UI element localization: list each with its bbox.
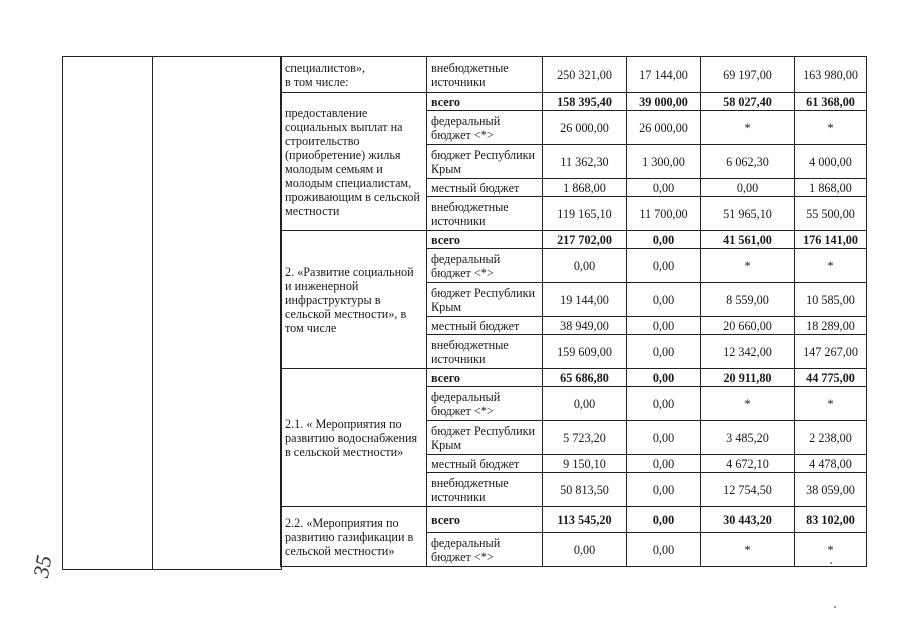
amount-cell: 61 368,00	[795, 93, 867, 111]
amount-cell: *	[701, 111, 795, 145]
amount-cell: *	[795, 387, 867, 421]
funding-source-cell: местный бюджет	[427, 455, 543, 473]
responsible-column	[152, 56, 282, 570]
amount-cell: 0,00	[627, 179, 701, 197]
amount-cell: 51 965,10	[701, 197, 795, 231]
amount-cell: 5 723,20	[543, 421, 627, 455]
page-number: 35	[28, 553, 57, 580]
amount-cell: *	[701, 387, 795, 421]
amount-cell: 4 000,00	[795, 145, 867, 179]
measure-name-cell: предоставление социальных выплат на строительство (приобретение) жилья молодым семьям и молодым специалистам, проживающим в сельской местности	[281, 93, 427, 231]
funding-source-cell: федеральный бюджет <*>	[427, 387, 543, 421]
amount-cell: 0,00	[627, 421, 701, 455]
amount-cell: 26 000,00	[627, 111, 701, 145]
table-row-total	[281, 369, 867, 387]
amount-cell: 0,00	[627, 455, 701, 473]
funding-source-cell: внебюджетные источники	[427, 197, 543, 231]
amount-cell: 163 980,00	[795, 57, 867, 93]
funding-source-cell: федеральный бюджет <*>	[427, 111, 543, 145]
amount-cell: 8 559,00	[701, 283, 795, 317]
amount-cell: 0,00	[701, 179, 795, 197]
budget-table	[280, 56, 867, 567]
amount-cell: 65 686,80	[543, 369, 627, 387]
amount-cell: 11 700,00	[627, 197, 701, 231]
amount-cell: 58 027,40	[701, 93, 795, 111]
amount-cell: *	[795, 111, 867, 145]
amount-cell: 41 561,00	[701, 231, 795, 249]
funding-source-cell: местный бюджет	[427, 179, 543, 197]
amount-cell: 113 545,20	[543, 507, 627, 533]
amount-cell: 2 238,00	[795, 421, 867, 455]
amount-cell: 0,00	[627, 335, 701, 369]
amount-cell: 0,00	[627, 533, 701, 567]
amount-cell: 44 775,00	[795, 369, 867, 387]
amount-cell: 147 267,00	[795, 335, 867, 369]
measure-name-cell: 2. «Развитие социальной и инженерной инфраструктуры в сельской местности», в том числе	[281, 231, 427, 369]
amount-cell: 159 609,00	[543, 335, 627, 369]
measure-name-cell: 2.2. «Мероприятия по развитию газификации в сельской местности»	[281, 507, 427, 567]
funding-source-cell: федеральный бюджет <*>	[427, 533, 543, 567]
amount-cell: 9 150,10	[543, 455, 627, 473]
amount-cell: 3 485,20	[701, 421, 795, 455]
amount-cell: 12 754,50	[701, 473, 795, 507]
amount-cell: 55 500,00	[795, 197, 867, 231]
funding-source-cell: внебюджетные источники	[427, 473, 543, 507]
funding-source-cell: внебюджетные источники	[427, 57, 543, 93]
amount-cell: 1 300,00	[627, 145, 701, 179]
amount-cell: 0,00	[627, 317, 701, 335]
left-empty-column	[62, 56, 154, 570]
measure-name-cell: 2.1. « Мероприятия по развитию водоснабжения в сельской местности»	[281, 369, 427, 507]
funding-source-cell: всего	[427, 231, 543, 249]
amount-cell: 17 144,00	[627, 57, 701, 93]
amount-cell: 18 289,00	[795, 317, 867, 335]
amount-cell: 0,00	[543, 387, 627, 421]
amount-cell: 12 342,00	[701, 335, 795, 369]
funding-source-cell: всего	[427, 369, 543, 387]
amount-cell: 69 197,00	[701, 57, 795, 93]
amount-cell: 0,00	[543, 249, 627, 283]
funding-source-cell: всего	[427, 507, 543, 533]
amount-cell: 26 000,00	[543, 111, 627, 145]
measure-name-cell: специалистов», в том числе:	[281, 57, 427, 93]
amount-cell: 19 144,00	[543, 283, 627, 317]
amount-cell: 119 165,10	[543, 197, 627, 231]
amount-cell: 0,00	[627, 283, 701, 317]
amount-cell: 158 395,40	[543, 93, 627, 111]
amount-cell: 176 141,00	[795, 231, 867, 249]
amount-cell: 39 000,00	[627, 93, 701, 111]
scan-speck	[830, 562, 832, 564]
amount-cell: 20 660,00	[701, 317, 795, 335]
amount-cell: *	[795, 249, 867, 283]
funding-source-cell: всего	[427, 93, 543, 111]
funding-source-cell: бюджет Республики Крым	[427, 283, 543, 317]
amount-cell: 83 102,00	[795, 507, 867, 533]
funding-source-cell: бюджет Республики Крым	[427, 145, 543, 179]
funding-source-cell: бюджет Республики Крым	[427, 421, 543, 455]
amount-cell: 38 059,00	[795, 473, 867, 507]
amount-cell: 0,00	[627, 473, 701, 507]
amount-cell: 0,00	[627, 507, 701, 533]
table-row-total	[281, 93, 867, 111]
amount-cell: 250 321,00	[543, 57, 627, 93]
funding-source-cell: внебюджетные источники	[427, 335, 543, 369]
amount-cell: *	[701, 533, 795, 567]
amount-cell: 11 362,30	[543, 145, 627, 179]
amount-cell: *	[701, 249, 795, 283]
amount-cell: 0,00	[627, 369, 701, 387]
scan-speck	[834, 606, 836, 608]
table-row	[281, 57, 867, 93]
amount-cell: 0,00	[627, 387, 701, 421]
table-row-total	[281, 507, 867, 533]
amount-cell: *	[795, 533, 867, 567]
funding-source-cell: федеральный бюджет <*>	[427, 249, 543, 283]
amount-cell: 217 702,00	[543, 231, 627, 249]
amount-cell: 4 478,00	[795, 455, 867, 473]
funding-source-cell: местный бюджет	[427, 317, 543, 335]
amount-cell: 1 868,00	[795, 179, 867, 197]
amount-cell: 4 672,10	[701, 455, 795, 473]
amount-cell: 30 443,20	[701, 507, 795, 533]
amount-cell: 20 911,80	[701, 369, 795, 387]
table-row-total	[281, 231, 867, 249]
amount-cell: 1 868,00	[543, 179, 627, 197]
amount-cell: 38 949,00	[543, 317, 627, 335]
amount-cell: 10 585,00	[795, 283, 867, 317]
amount-cell: 6 062,30	[701, 145, 795, 179]
amount-cell: 0,00	[543, 533, 627, 567]
amount-cell: 50 813,50	[543, 473, 627, 507]
amount-cell: 0,00	[627, 231, 701, 249]
amount-cell: 0,00	[627, 249, 701, 283]
